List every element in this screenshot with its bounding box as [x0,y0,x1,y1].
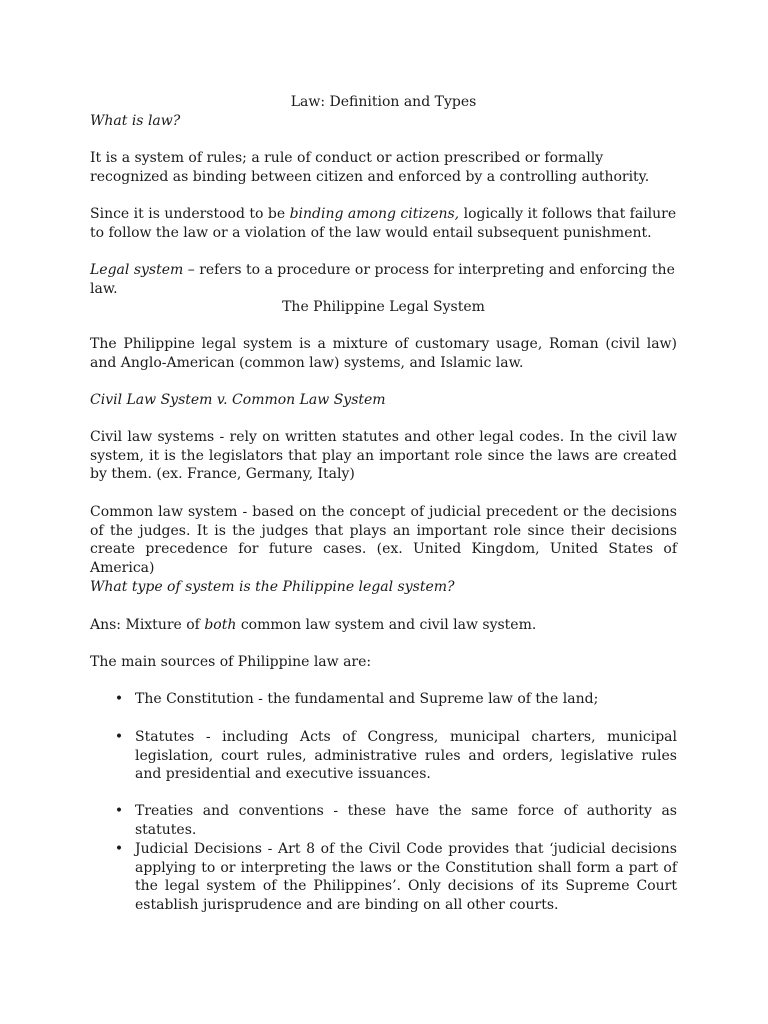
document-title: Law: Definition and Types [290,94,477,110]
paragraph-legal-system [90,261,677,298]
paragraph-common-law: Common law system - based on the concept of judicial precedent or the decisions of the judges. It is the judges that plays an important role since their decisions create precedence for future cases. (ex. United Kingdom, United States of America) [90,504,677,576]
paragraph-philippine-mixture: The Philippine legal system is a mixture of customary usage, Roman (civil law) and Anglo-American (common law) systems, and Islamic law. [90,336,677,371]
paragraph-civil-law: Civil law systems - rely on written statutes and other legal codes. In the civil law system, it is the legislators that play an important role since the laws are created by them. (ex. France, Germany, Italy) [90,429,677,482]
question-system-type: What type of system is the Philippine legal system? [90,579,455,595]
paragraph-binding [90,205,677,242]
heading-civil-vs-common: Civil Law System v. Common Law System [90,392,386,408]
answer-emphasis: both [204,617,237,633]
paragraph-binding-part-1: Since it is understood to be [90,206,290,222]
answer-system-type [90,616,677,635]
legal-system-term: Legal system [90,262,184,278]
paragraph-binding-part-2: logically it follows that failure to follow the law or a violation of the law would entail subsequent punishment. [90,206,677,241]
list-item-text: Judicial Decisions - Art 8 of the Civil Code provides that ‘judicial decisions applying to or interpreting the laws or the Constitution shall form a part of the legal system of the Philippines’. Only decisions of its Supreme Court establish jurisprudence and are binding on all other courts. [135,841,677,913]
paragraph-law-definition: It is a system of rules; a rule of conduct or action prescribed or formally recognized as binding between citizen and enforced by a controlling authority. [90,150,650,185]
question-what-is-law: What is law? [90,113,181,129]
bullet-icon: • [114,729,124,745]
answer-part-1: Ans: Mixture of [90,617,205,633]
sources-intro: The main sources of Philippine law are: [90,654,372,670]
list-item-text: Statutes - including Acts of Congress, municipal charters, municipal legislation, court rules, administrative rules and orders, legislative rules and presidential and executive issuances. [135,729,677,782]
bullet-icon: • [114,803,124,819]
answer-part-2: common law system and civil law system. [236,617,537,633]
legal-system-definition: – refers to a procedure or process for interpreting and enforcing the law. [90,262,675,297]
paragraph-binding-emphasis: binding among citizens, [289,206,460,222]
list-item-text: Treaties and conventions - these have the same force of authority as statutes. [135,803,677,838]
list-item-text: The Constitution - the fundamental and Supreme law of the land; [135,691,599,707]
bullet-icon: • [114,691,124,707]
section-title-philippine-legal-system: The Philippine Legal System [282,299,485,315]
bullet-icon: • [114,841,124,857]
